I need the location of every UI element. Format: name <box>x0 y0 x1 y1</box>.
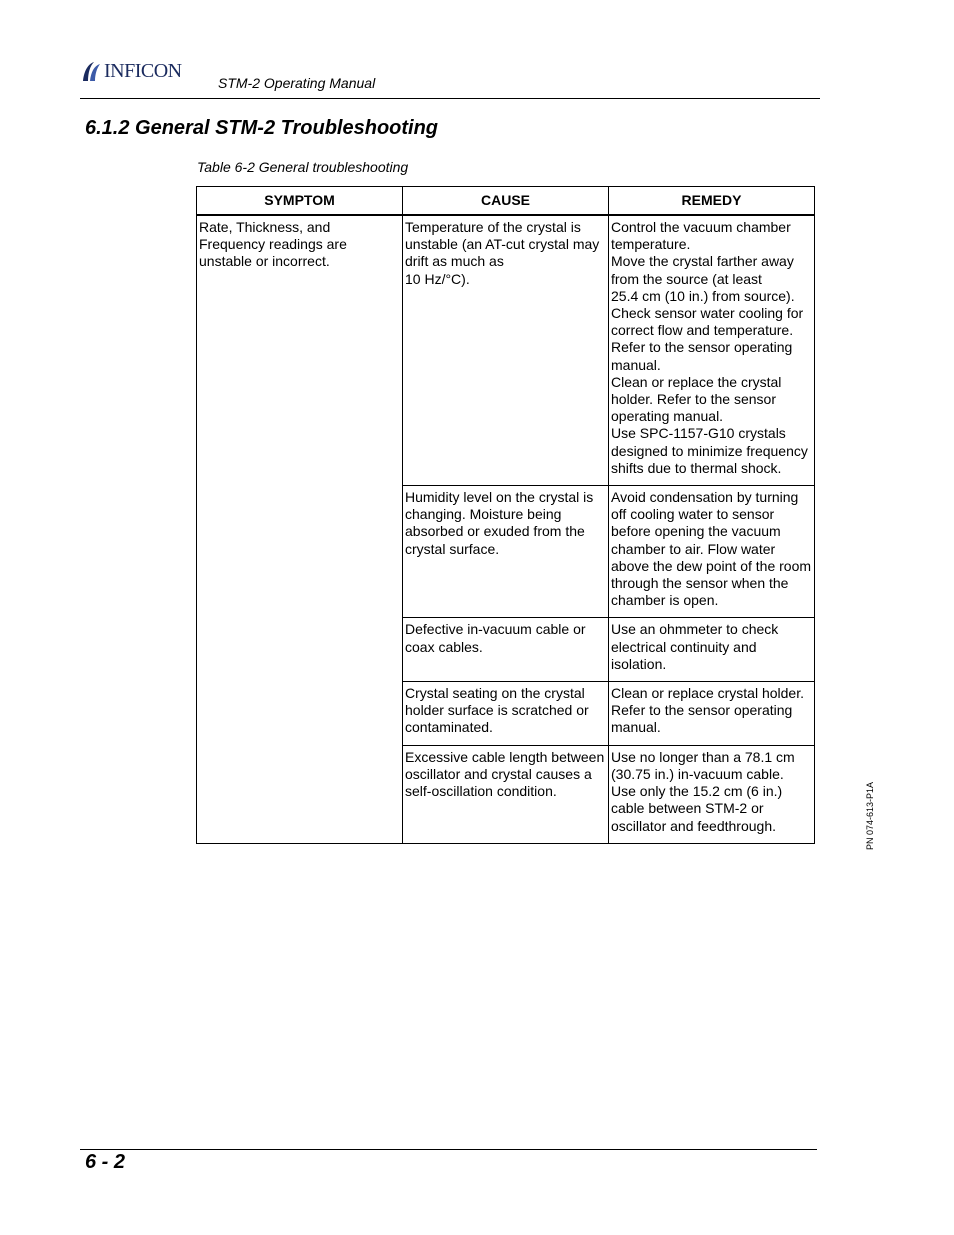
part-number: PN 074-613-P1A <box>865 781 875 850</box>
symptom-cell: Rate, Thickness, and Frequency readings are unstable or incorrect. <box>197 215 403 843</box>
column-header-remedy: REMEDY <box>609 187 815 216</box>
page-number: 6 - 2 <box>85 1151 126 1173</box>
footer-divider <box>80 1149 817 1150</box>
inficon-logo-icon <box>80 59 102 83</box>
remedy-cell: Use no longer than a 78.1 cm (30.75 in.) in-vacuum cable. Use only the 15.2 cm (6 in.) cable between STM-2 or oscillator and feedthrough. <box>609 745 815 843</box>
column-header-cause: CAUSE <box>403 187 609 216</box>
section-heading: 6.1.2 General STM-2 Troubleshooting <box>85 117 439 139</box>
table-caption: Table 6-2 General troubleshooting <box>197 159 409 175</box>
table-header-row <box>197 187 815 216</box>
manual-title: STM-2 Operating Manual <box>218 75 376 91</box>
troubleshooting-table <box>196 186 815 844</box>
header-divider <box>80 98 820 99</box>
cause-cell: Defective in-vacuum cable or coax cables. <box>403 618 609 682</box>
cause-cell: Temperature of the crystal is unstable (an AT-cut crystal may drift as much as 10 Hz/°C). <box>403 215 609 486</box>
table-row <box>197 215 815 486</box>
cause-cell: Humidity level on the crystal is changing. Moisture being absorbed or exuded from the crystal surface. <box>403 486 609 618</box>
cause-cell: Crystal seating on the crystal holder surface is scratched or contaminated. <box>403 682 609 746</box>
remedy-cell: Clean or replace crystal holder. Refer to the sensor operating manual. <box>609 682 815 746</box>
cause-cell: Excessive cable length between oscillator and crystal causes a self-oscillation condition. <box>403 745 609 843</box>
remedy-cell: Avoid condensation by turning off cooling water to sensor before opening the vacuum chamber to air. Flow water above the dew point of the room through the sensor when the chamber is open. <box>609 486 815 618</box>
column-header-symptom: SYMPTOM <box>197 187 403 216</box>
logo-text: INFICON <box>104 59 182 82</box>
remedy-cell: Control the vacuum chamber temperature. Move the crystal farther away from the source (at least 25.4 cm (10 in.) from source). Check sensor water cooling for correct flow and temperature. Refer to the sensor operating manual. Clean or replace the crystal holder. Refer to the sensor operating manual. Use SPC-1157-G10 crystals designed to minimize frequency shifts due to thermal shock. <box>609 215 815 486</box>
remedy-cell: Use an ohmmeter to check electrical continuity and isolation. <box>609 618 815 682</box>
inficon-logo <box>80 58 182 84</box>
